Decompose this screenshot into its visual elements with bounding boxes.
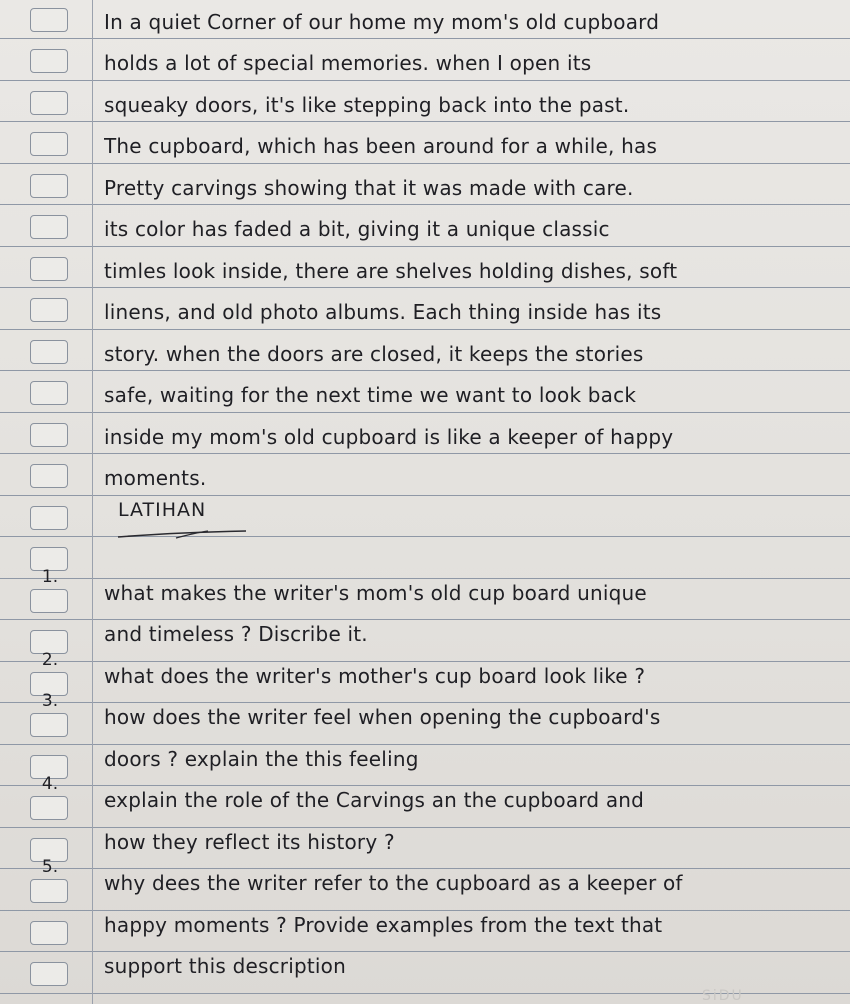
- line-checkbox[interactable]: [30, 8, 68, 32]
- question-line: doors ? explain the this feeling: [104, 747, 419, 771]
- line-checkbox[interactable]: [30, 589, 68, 613]
- question-line: what makes the writer's mom's old cup board unique: [104, 581, 647, 605]
- passage-line: its color has faded a bit, giving it a unique classic: [104, 217, 610, 241]
- line-checkbox[interactable]: [30, 796, 68, 820]
- question-line: support this description: [104, 954, 346, 978]
- question-line: and timeless ? Discribe it.: [104, 622, 368, 646]
- passage-line: linens, and old photo albums. Each thing inside has its: [104, 300, 662, 324]
- question-line: happy moments ? Provide examples from the text that: [104, 913, 663, 937]
- exercise-heading: LATIHAN: [118, 499, 207, 521]
- question-number: 3.: [41, 691, 59, 711]
- margin-line: [92, 0, 93, 1004]
- line-checkbox[interactable]: [30, 298, 68, 322]
- passage-line: Pretty carvings showing that it was made with care.: [104, 176, 634, 200]
- question-line: why dees the writer refer to the cupboard as a keeper of: [104, 871, 683, 895]
- question-line: what does the writer's mother's cup board look like ?: [104, 664, 646, 688]
- passage-line: holds a lot of special memories. when I open its: [104, 51, 592, 75]
- line-checkbox[interactable]: [30, 921, 68, 945]
- line-checkbox[interactable]: [30, 132, 68, 156]
- passage-line: safe, waiting for the next time we want to look back: [104, 383, 637, 407]
- passage-line: squeaky doors, it's like stepping back into the past.: [104, 93, 630, 117]
- passage-line: inside my mom's old cupboard is like a keeper of happy: [104, 425, 674, 449]
- line-checkbox[interactable]: [30, 464, 68, 488]
- question-number: 2.: [41, 650, 59, 670]
- passage-line: story. when the doors are closed, it keeps the stories: [104, 342, 644, 366]
- line-checkbox[interactable]: [30, 506, 68, 530]
- question-line: explain the role of the Carvings an the cupboard and: [104, 788, 645, 812]
- passage-line: In a quiet Corner of our home my mom's old cupboard: [104, 10, 660, 34]
- line-checkbox[interactable]: [30, 713, 68, 737]
- line-checkbox[interactable]: [30, 340, 68, 364]
- line-checkbox[interactable]: [30, 49, 68, 73]
- brand-watermark: SiDU: [702, 988, 744, 1004]
- question-number: 5.: [41, 857, 59, 877]
- line-checkbox[interactable]: [30, 879, 68, 903]
- passage-line: timles look inside, there are shelves holding dishes, soft: [104, 259, 678, 283]
- line-checkbox[interactable]: [30, 962, 68, 986]
- line-checkbox[interactable]: [30, 381, 68, 405]
- passage-line: The cupboard, which has been around for a while, has: [104, 134, 658, 158]
- line-checkbox[interactable]: [30, 215, 68, 239]
- question-line: how they reflect its history ?: [104, 830, 395, 854]
- line-checkbox[interactable]: [30, 174, 68, 198]
- line-checkbox[interactable]: [30, 91, 68, 115]
- question-line: how does the writer feel when opening the cupboard's: [104, 705, 661, 729]
- line-checkbox[interactable]: [30, 423, 68, 447]
- question-number: 1.: [41, 567, 59, 587]
- question-number: 4.: [41, 774, 59, 794]
- passage-line: moments.: [104, 466, 207, 490]
- line-checkbox[interactable]: [30, 257, 68, 281]
- heading-underline: [116, 528, 248, 540]
